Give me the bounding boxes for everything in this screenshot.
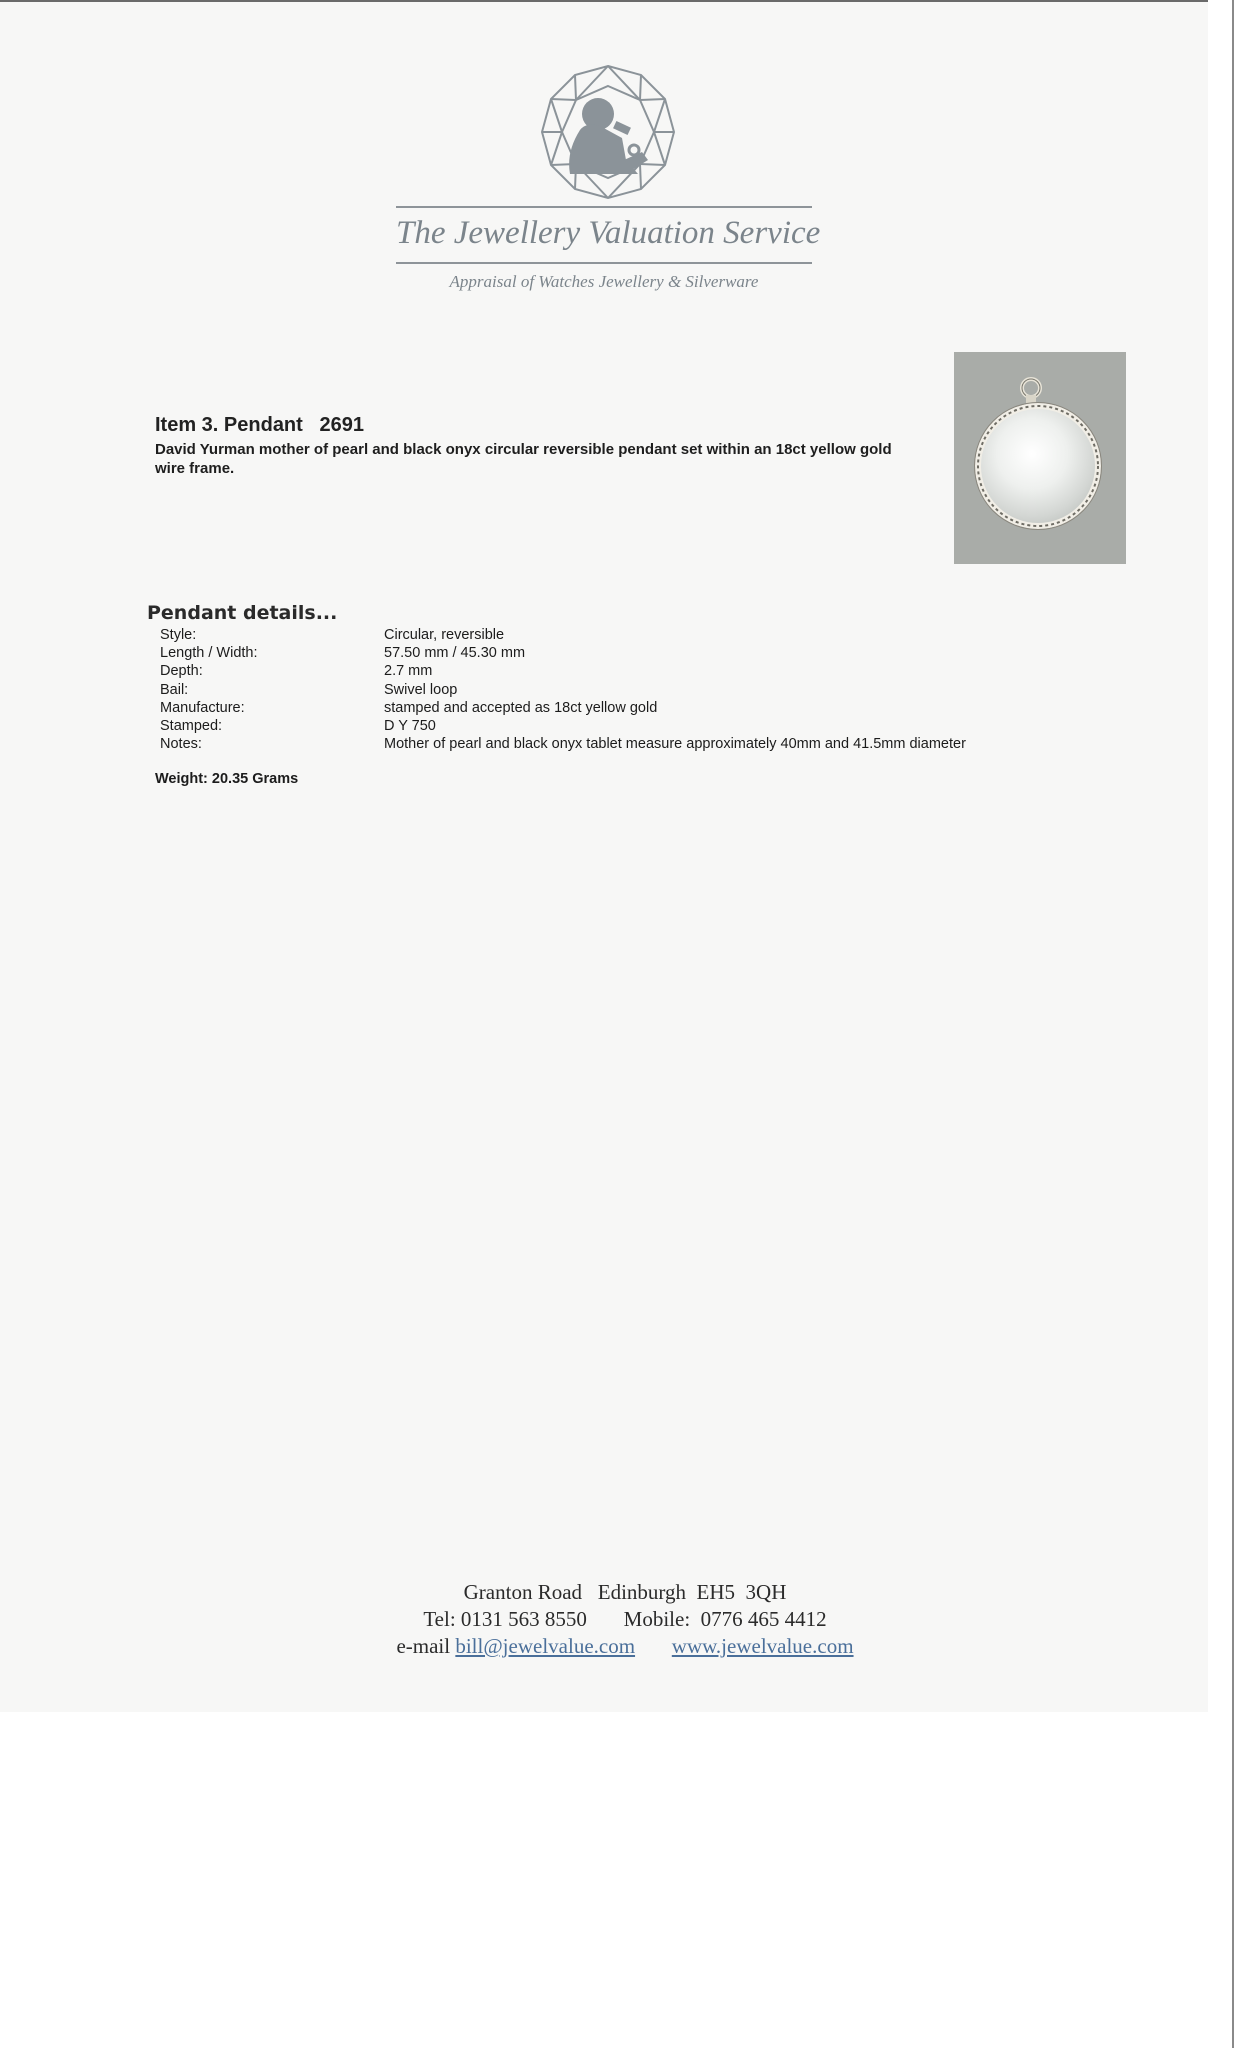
footer-tel: Tel: 0131 563 8550	[423, 1607, 587, 1631]
detail-value: 57.50 mm / 45.30 mm	[384, 645, 526, 662]
detail-value: 2.7 mm	[384, 663, 433, 680]
footer-mobile: Mobile: 0776 465 4412	[623, 1607, 827, 1631]
footer-email-link[interactable]: bill@jewelvalue.com	[455, 1634, 636, 1658]
detail-label: Stamped:	[160, 717, 223, 734]
pendant-photo	[954, 352, 1126, 564]
jeweller-with-loupe-logo	[540, 64, 676, 200]
details-table	[160, 626, 1060, 753]
details-heading: Pendant details...	[147, 602, 338, 624]
detail-label: Notes:	[160, 736, 202, 753]
item-title: Item 3. Pendant 2691	[155, 414, 364, 436]
company-name: The Jewellery Valuation Service	[396, 215, 821, 251]
page-edge-divider	[1232, 0, 1234, 2048]
detail-label: Depth:	[160, 663, 203, 680]
detail-label: Manufacture:	[160, 699, 245, 716]
detail-row-stamped	[160, 717, 1060, 735]
detail-value: Swivel loop	[384, 681, 458, 698]
company-tagline: Appraisal of Watches Jewellery & Silverware	[449, 272, 759, 291]
footer-website-link[interactable]: www.jewelvalue.com	[671, 1634, 854, 1658]
detail-row-depth	[160, 662, 1060, 680]
detail-value: Mother of pearl and black onyx tablet measure approximately 40mm and 41.5mm diameter	[384, 736, 966, 753]
item-description: David Yurman mother of pearl and black onyx circular reversible pendant set within an 18ct yellow gold wire frame.	[155, 441, 892, 477]
detail-label: Bail:	[160, 681, 189, 698]
detail-row-bail	[160, 681, 1060, 699]
footer-phone-line	[300, 1607, 950, 1632]
header-rule-bottom	[396, 262, 812, 264]
detail-row-dimensions	[160, 644, 1060, 662]
footer-address: Granton Road Edinburgh EH5 3QH	[463, 1580, 787, 1604]
detail-row-notes	[160, 735, 1060, 753]
detail-row-style	[160, 626, 1060, 644]
footer-contact-line	[300, 1634, 950, 1659]
detail-label: Style:	[160, 627, 197, 643]
item-weight: Weight: 20.35 Grams	[155, 771, 299, 787]
detail-row-manufacture	[160, 699, 1060, 717]
footer-email-prefix: e-mail	[396, 1634, 456, 1658]
detail-label: Length / Width:	[160, 645, 258, 662]
detail-value: Circular, reversible	[384, 627, 505, 643]
detail-value: D Y 750	[384, 717, 436, 734]
detail-value: stamped and accepted as 18ct yellow gold	[384, 699, 658, 716]
